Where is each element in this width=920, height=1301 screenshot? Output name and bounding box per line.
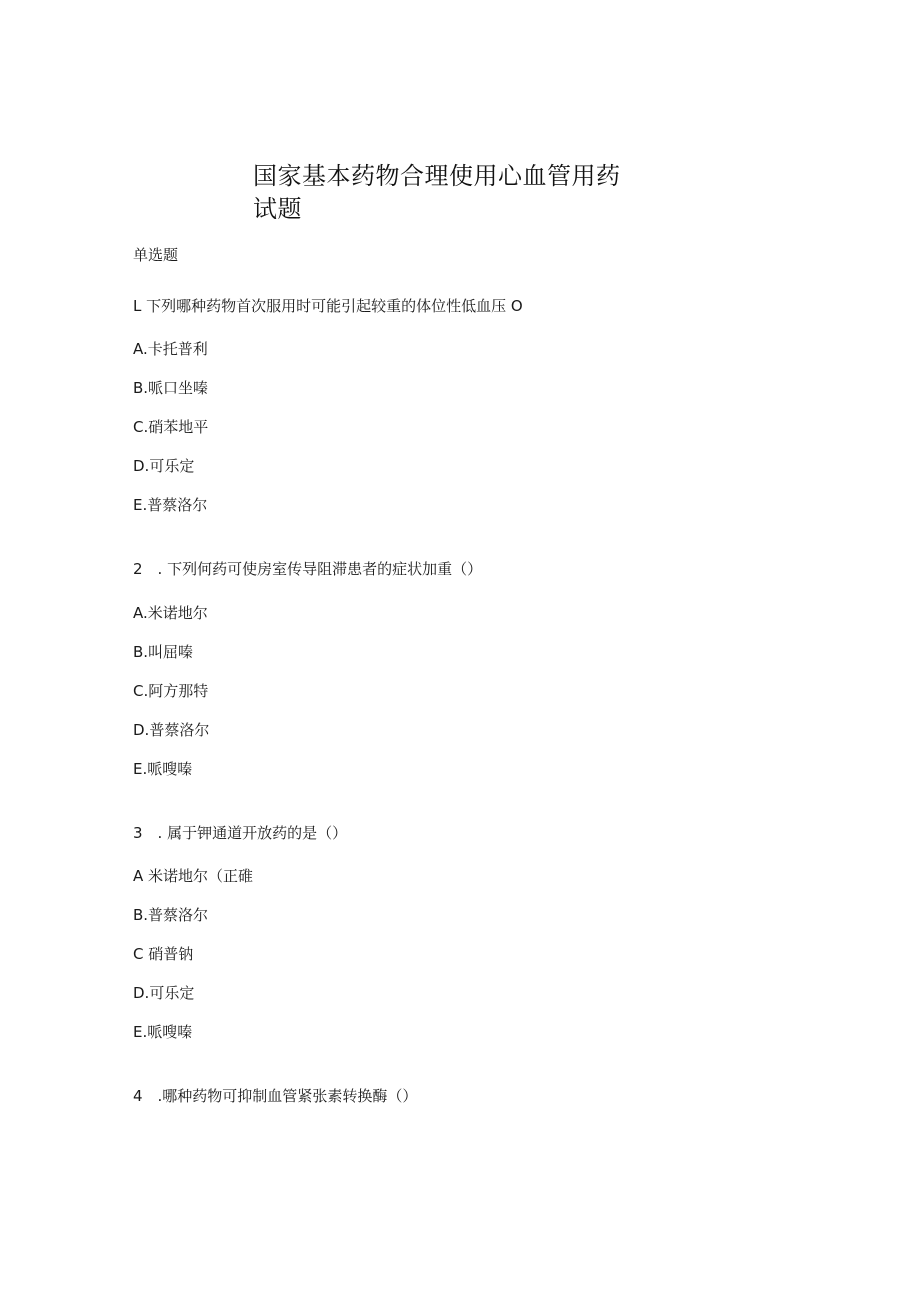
- question-1-option-e: E.普蔡洛尔: [133, 496, 208, 514]
- section-label: 单选题: [133, 246, 179, 264]
- question-3-option-a: A 米诺地尔（正碓: [133, 867, 254, 885]
- question-3-option-e: E.哌嗖嗪: [133, 1023, 193, 1041]
- question-2-option-c: C.阿方那特: [133, 682, 209, 700]
- question-2-option-b: B.叫屈嗪: [133, 643, 194, 661]
- page-title: [253, 160, 621, 226]
- title-line-1: 国家基本药物合理使用心血管用药: [253, 162, 621, 190]
- question-2-option-e: E.哌嗖嗪: [133, 760, 193, 778]
- question-3-option-d: D.可乐定: [133, 984, 195, 1002]
- question-1-option-c: C.硝苯地平: [133, 418, 209, 436]
- question-3-stem: 3 . 属于钾通道开放药的是（）: [133, 824, 348, 842]
- question-1-stem: L 下列哪种药物首次服用时可能引起较重的体位性低血压 O: [133, 297, 523, 315]
- question-2-stem: 2 . 下列何药可使房室传导阻滞患者的症状加重（）: [133, 560, 483, 578]
- question-3-option-c: C 硝普钠: [133, 945, 194, 963]
- question-3-option-b: B.普蔡洛尔: [133, 906, 209, 924]
- question-4-stem: 4 .哪种药物可抑制血管紧张素转换酶（）: [133, 1087, 418, 1105]
- question-2-option-d: D.普蔡洛尔: [133, 721, 210, 739]
- title-line-2: 试题: [253, 195, 302, 223]
- question-1-option-b: B.哌口坐嗪: [133, 379, 209, 397]
- question-1-option-a: A.卡托普利: [133, 340, 208, 358]
- question-1-option-d: D.可乐定: [133, 457, 195, 475]
- question-2-option-a: A.米诺地尔: [133, 604, 208, 622]
